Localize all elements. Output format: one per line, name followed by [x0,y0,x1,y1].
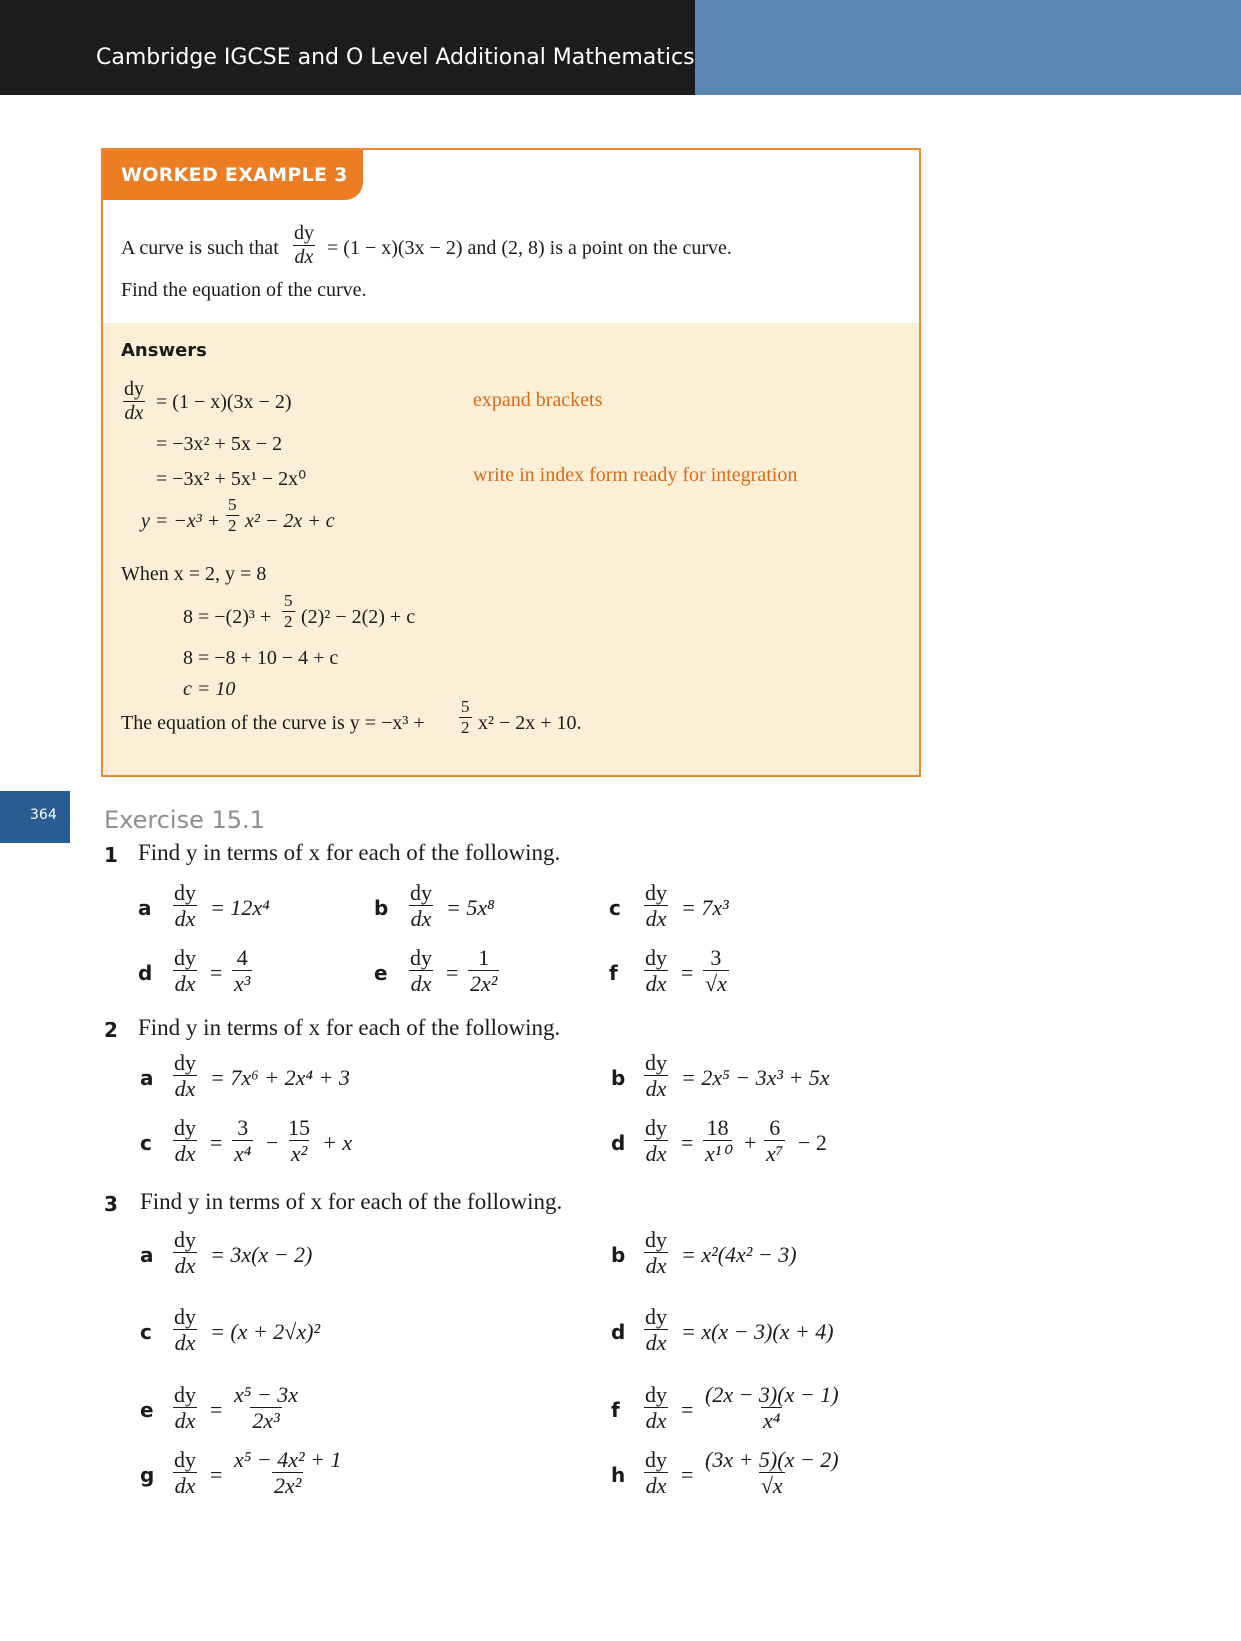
q1c-derivative: $\frac{dy}{dx}$ [645,880,667,932]
step-6: 8 = −8 + 10 − 4 + c [183,647,339,669]
step-4-fraction: $\frac{5}{2}$ [228,495,237,535]
q2c-minus: − [266,1130,279,1155]
q2d-plus: + [744,1130,757,1155]
q1c-rhs: = 7x³ [681,895,729,920]
question-equation: = (1 − x)(3x − 2) and (2, 8) is a point on the curve. [327,237,732,259]
q2c-equals: = [210,1130,223,1155]
q3e-equals: = [210,1397,223,1422]
q3a-rhs: = 3x(x − 2) [210,1242,313,1267]
q3h-fraction: $\frac{(3x + 5)(x - 2)}{√x}$ [705,1447,839,1499]
q2c-tail: + x [322,1130,353,1155]
page-number: 364 [30,807,57,823]
q3c-rhs: = (x + 2√x)² [210,1319,321,1344]
q3g-fraction: $\frac{\text{x⁵ − 4x² + 1}}{\text{2x²}}$ [234,1447,342,1499]
q2b-label: b [611,1066,626,1090]
q2d-tail: − 2 [798,1130,827,1155]
answers-area [103,323,919,775]
q1e-equals: = [446,960,459,985]
q1b-rhs: = 5x⁸ [446,895,495,920]
q3c-derivative: $\frac{dy}{dx}$ [174,1304,196,1356]
question-intro: A curve is such that [121,237,279,259]
question-task: Find the equation of the curve. [121,279,367,301]
q3h-equals: = [681,1462,694,1487]
q3b-label: b [611,1243,626,1267]
q1d-equals: = [210,960,223,985]
q1f-label: f [609,961,618,985]
q3b-derivative: $\frac{dy}{dx}$ [645,1227,667,1279]
q3e-fraction: $\frac{\text{x⁵ − 3x}}{\text{2x³}}$ [234,1382,299,1434]
question-1-number: 1 [104,843,118,867]
final-equation-start: The equation of the curve is y = −x³ + [121,712,425,734]
question-3-number: 3 [104,1192,118,1216]
q2c-fraction-2: $\frac{15}{\text{x²}}$ [288,1115,310,1167]
q1d-label: d [138,961,153,985]
answer-derivative: $\frac{dy}{dx}$ [124,378,144,424]
q3d-rhs: = x(x − 3)(x + 4) [681,1319,834,1344]
step-4-end: x² − 2x + c [245,510,335,532]
q1e-fraction: $\frac{1}{\text{2x²}}$ [470,945,498,997]
book-title: Cambridge IGCSE and O Level Additional Mathematics [96,45,695,70]
q3f-derivative: $\frac{dy}{dx}$ [645,1382,667,1434]
q1f-equals: = [681,960,694,985]
q2a-derivative: $\frac{dy}{dx}$ [174,1050,196,1102]
q3h-derivative: $\frac{dy}{dx}$ [645,1447,667,1499]
step-3: = −3x² + 5x¹ − 2x⁰ [156,468,307,490]
q3d-derivative: $\frac{dy}{dx}$ [645,1304,667,1356]
q3e-label: e [140,1398,154,1422]
answers-heading: Answers [121,340,207,361]
step-5-end: (2)² − 2(2) + c [301,606,416,628]
q2d-derivative: $\frac{dy}{dx}$ [645,1115,667,1167]
q1e-derivative: $\frac{dy}{dx}$ [410,945,432,997]
question-derivative: $\frac{dy}{dx}$ [294,222,314,268]
step-2: = −3x² + 5x − 2 [156,433,283,455]
q3f-equals: = [681,1397,694,1422]
q3g-equals: = [210,1462,223,1487]
q3a-derivative: $\frac{dy}{dx}$ [174,1227,196,1279]
q2d-label: d [611,1131,626,1155]
q3g-derivative: $\frac{dy}{dx}$ [174,1447,196,1499]
q3f-fraction: $\frac{(2x - 3)(x - 1)}{\text{x⁴}}$ [705,1382,839,1434]
q2c-derivative: $\frac{dy}{dx}$ [174,1115,196,1167]
q2b-rhs: = 2x⁵ − 3x³ + 5x [681,1065,830,1090]
q1b-derivative: $\frac{dy}{dx}$ [410,880,432,932]
q3g-label: g [140,1463,155,1487]
q3f-label: f [611,1398,620,1422]
q2c-fraction-1: $\frac{3}{\text{x⁴}}$ [234,1115,252,1167]
q2b-derivative: $\frac{dy}{dx}$ [645,1050,667,1102]
exercise-title: Exercise 15.1 [104,806,265,834]
question-2-text: Find y in terms of x for each of the following. [138,1015,561,1040]
q2d-fraction-2: $\frac{6}{\text{x⁷}}$ [766,1115,784,1167]
step-5-fraction: $\frac{5}{2}$ [284,591,293,631]
question-2-number: 2 [104,1018,118,1042]
q2d-equals: = [681,1130,694,1155]
worked-example-box [101,148,921,777]
q3d-label: d [611,1320,626,1344]
q3h-label: h [611,1463,626,1487]
q2a-label: a [140,1066,154,1090]
q1d-fraction: $\frac{4}{\text{x³}}$ [234,945,251,997]
q3e-derivative: $\frac{dy}{dx}$ [174,1382,196,1434]
q1e-label: e [374,961,388,985]
q3b-rhs: = x²(4x² − 3) [681,1242,797,1267]
q1d-derivative: $\frac{dy}{dx}$ [174,945,196,997]
q3c-label: c [140,1320,152,1344]
step-5-start: 8 = −(2)³ + [183,606,272,628]
step-7: c = 10 [183,678,236,700]
step-4-start: y = −x³ + [141,510,221,532]
q2c-label: c [140,1131,152,1155]
note-expand: expand brackets [473,389,603,411]
q1c-label: c [609,896,621,920]
q2a-rhs: = 7x⁶ + 2x⁴ + 3 [210,1065,350,1090]
q1a-label: a [138,896,152,920]
page-number-tab [0,791,70,843]
q1a-derivative: $\frac{dy}{dx}$ [174,880,196,932]
q1f-derivative: $\frac{dy}{dx}$ [645,945,667,997]
note-index-form: write in index form ready for integration [473,464,798,486]
q1f-fraction: $\frac{3}{√x}$ [705,945,727,997]
worked-example-tab [103,150,363,200]
step-1: = (1 − x)(3x − 2) [156,391,292,413]
question-1-text: Find y in terms of x for each of the following. [138,840,561,865]
final-fraction: $\frac{5}{2}$ [461,697,470,737]
header-accent [695,0,1241,95]
q1a-rhs: = 12x⁴ [210,895,270,920]
q2d-fraction-1: $\frac{18}{\text{x¹⁰}}$ [705,1115,731,1167]
q3a-label: a [140,1243,154,1267]
worked-example-label: WORKED EXAMPLE 3 [121,164,348,186]
substitution-condition: When x = 2, y = 8 [121,563,267,585]
final-equation-end: x² − 2x + 10. [478,712,582,734]
question-3-text: Find y in terms of x for each of the following. [140,1189,563,1214]
q1b-label: b [374,896,389,920]
